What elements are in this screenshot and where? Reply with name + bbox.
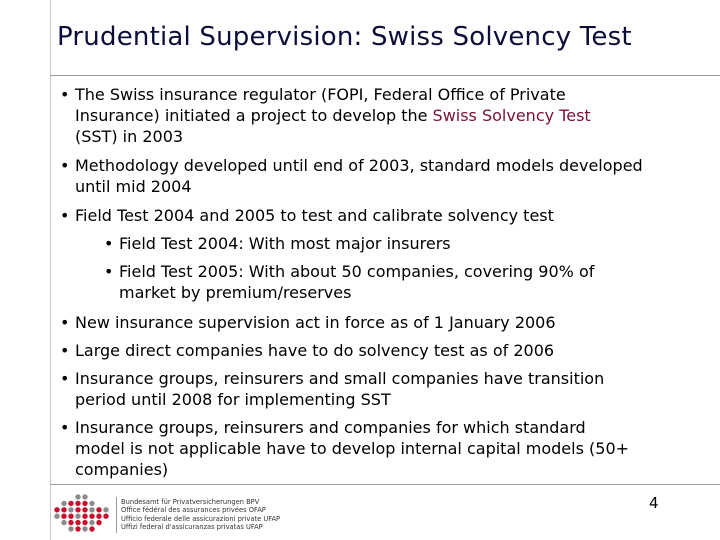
- bullet-text: Insurance groups, reinsurers and small companies have transition: [75, 369, 605, 388]
- bullet-line: [75, 312, 556, 333]
- logo-dot: [75, 494, 80, 499]
- logo-dot: [75, 520, 80, 525]
- logo-dot: [61, 507, 66, 512]
- agency-name-line: Bundesamt für Privatversicherungen BPV: [121, 498, 260, 506]
- bullet-line: [75, 389, 604, 410]
- bullet-dot: •: [60, 156, 70, 175]
- bullet-text: (SST) in 2003: [75, 127, 184, 146]
- bullet-text: Methodology developed until end of 2003, standard models developed: [75, 156, 643, 175]
- bullet-dot: •: [104, 262, 114, 281]
- logo-dot: [89, 507, 94, 512]
- sub-bullet-item: [104, 261, 594, 303]
- bullet-dot: •: [60, 313, 70, 332]
- footer-logo-divider: [116, 497, 117, 533]
- logo-dot: [54, 514, 59, 519]
- bullet-item: [60, 155, 643, 197]
- logo-dot: [89, 501, 94, 506]
- bullet-line: [75, 340, 554, 361]
- logo-dot: [82, 514, 87, 519]
- bullet-dot: •: [104, 234, 114, 253]
- logo-dot: [103, 514, 108, 519]
- bullet-line: [75, 176, 643, 197]
- bullet-line: [75, 205, 554, 226]
- bullet-dot: •: [60, 206, 70, 225]
- bullet-item: [60, 84, 591, 147]
- logo-dot: [82, 520, 87, 525]
- bullet-item: [60, 340, 554, 361]
- bullet-dot: •: [60, 341, 70, 360]
- bullet-text: New insurance supervision act in force as of 1 January 2006: [75, 313, 556, 332]
- bullet-text: model is not applicable have to develop internal capital models (50+: [75, 439, 630, 458]
- logo-dot: [75, 507, 80, 512]
- logo-dot: [75, 501, 80, 506]
- bullet-text: Insurance) initiated a project to develop the: [75, 106, 433, 125]
- bullet-text: Large direct companies have to do solvency test as of 2006: [75, 341, 555, 360]
- bullet-text: Field Test 2005: With about 50 companies, covering 90% of: [119, 262, 595, 281]
- bullet-line: [75, 126, 591, 147]
- bullet-item: [60, 368, 604, 410]
- logo-dot: [75, 526, 80, 531]
- agency-name-line: Office fédéral des assurances privées OFAP: [121, 506, 266, 515]
- bullet-text: Field Test 2004: With most major insurers: [119, 234, 451, 253]
- highlighted-term: Swiss Solvency Test: [432, 106, 591, 125]
- logo-dot: [68, 520, 73, 525]
- page-number: 4: [649, 494, 659, 512]
- bullet-text: Insurance groups, reinsurers and companies for which standard: [75, 418, 586, 437]
- logo-dot: [68, 507, 73, 512]
- agency-name-line: Ufficio federale delle assicurazioni private UFAP: [121, 514, 281, 523]
- bullet-text: The Swiss insurance regulator (FOPI, Federal Office of Private: [75, 85, 566, 104]
- logo-dot: [103, 507, 108, 512]
- bullet-line: [75, 105, 591, 126]
- footer-agency-names: [121, 498, 280, 531]
- bullet-text: period until 2008 for implementing SST: [75, 390, 391, 409]
- bullet-text: companies): [75, 460, 169, 479]
- bullet-line: [119, 282, 594, 303]
- bullet-line: [75, 368, 604, 389]
- bullet-line: [75, 84, 591, 105]
- logo-dot: [96, 520, 101, 525]
- bullet-dot: •: [60, 85, 70, 104]
- sub-bullet-item: [104, 233, 451, 254]
- logo-dot: [89, 526, 94, 531]
- logo-dot: [61, 501, 66, 506]
- logo-dot: [89, 520, 94, 525]
- bullet-item: [60, 417, 629, 480]
- logo-dot: [61, 514, 66, 519]
- logo-dot: [96, 514, 101, 519]
- bullet-line: [75, 155, 643, 176]
- logo-dot: [82, 494, 87, 499]
- title-divider: [50, 75, 720, 76]
- logo-dot: [89, 514, 94, 519]
- logo-dot: [68, 526, 73, 531]
- logo-dot: [82, 507, 87, 512]
- agency-name-line: Uffizi federal d'assicuranzas privatas UFAP: [121, 522, 263, 531]
- logo-dot: [68, 501, 73, 506]
- bullet-text: market by premium/reserves: [119, 283, 352, 302]
- footer-divider: [50, 484, 720, 485]
- logo-dot: [82, 501, 87, 506]
- bullet-text: until mid 2004: [75, 177, 192, 196]
- bullet-dot: •: [60, 369, 70, 388]
- bullet-line: [75, 417, 629, 438]
- bullet-line: [75, 459, 629, 480]
- bullet-item: [60, 312, 556, 333]
- bullet-line: [119, 233, 451, 254]
- bullet-line: [119, 261, 594, 282]
- slide-title: Prudential Supervision: Swiss Solvency Test: [57, 22, 632, 52]
- left-vertical-rule: [50, 0, 51, 540]
- fopi-logo-icon: [52, 493, 112, 533]
- bullet-dot: •: [60, 418, 70, 437]
- logo-dot: [54, 507, 59, 512]
- logo-dot: [96, 507, 101, 512]
- bullet-line: [75, 438, 629, 459]
- logo-dot: [75, 514, 80, 519]
- bullet-text: Field Test 2004 and 2005 to test and calibrate solvency test: [75, 206, 554, 225]
- logo-dot: [68, 514, 73, 519]
- bullet-item: [60, 205, 554, 226]
- logo-dot: [82, 526, 87, 531]
- logo-dot: [61, 520, 66, 525]
